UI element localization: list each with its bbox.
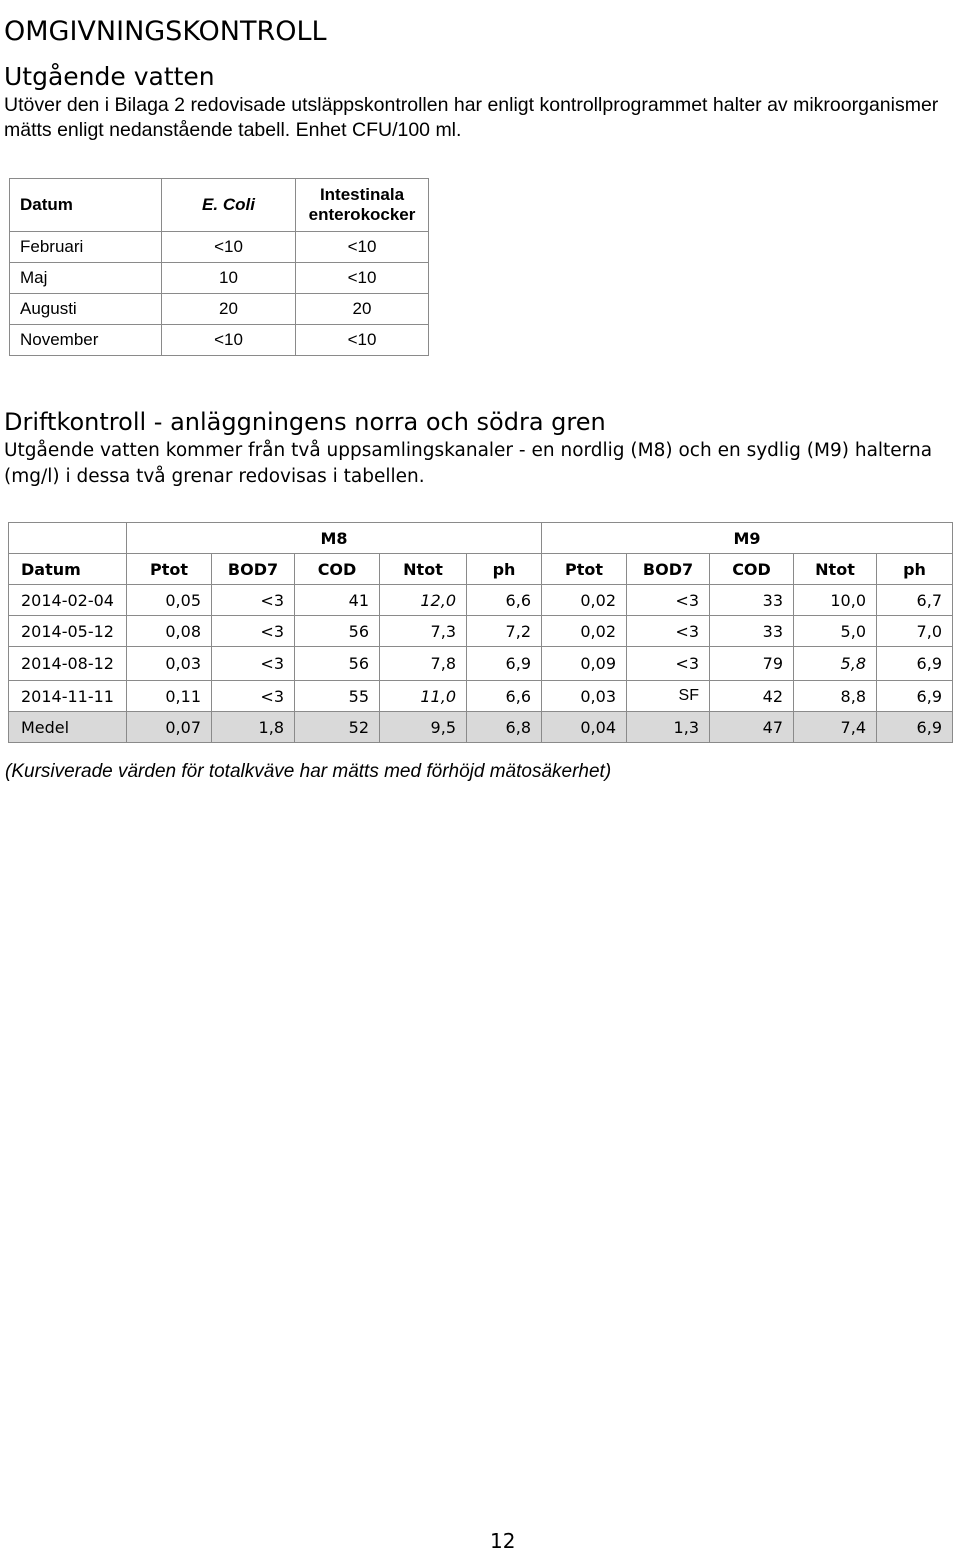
table-cell: 0,02	[542, 585, 627, 616]
table-row	[10, 325, 429, 356]
table-cell: 0,02	[542, 616, 627, 647]
column-header-enterokocker: Intestinala enterokocker	[296, 179, 429, 232]
table-cell: 20	[162, 294, 296, 325]
table-cell: 0,03	[542, 681, 627, 712]
table-cell-date: 2014-05-12	[9, 616, 127, 647]
microorganism-table	[9, 178, 429, 356]
table-cell: <3	[212, 585, 295, 616]
table-cell: Maj	[10, 263, 162, 294]
table-cell: 6,6	[467, 681, 542, 712]
table-cell: 0,07	[127, 712, 212, 743]
table-header-row	[10, 179, 429, 232]
table-cell: 52	[295, 712, 380, 743]
table-cell: 7,4	[794, 712, 877, 743]
column-header-m8-bod7: BOD7	[212, 554, 295, 585]
table-cell-date: 2014-02-04	[9, 585, 127, 616]
column-header-ecoli: E. Coli	[162, 179, 296, 232]
table-cell: <10	[296, 232, 429, 263]
table-row	[9, 585, 953, 616]
column-header-m8-ntot: Ntot	[380, 554, 467, 585]
table-cell-italic: 11,0	[380, 681, 467, 712]
table-cell: <3	[627, 585, 710, 616]
group-header-row	[9, 523, 953, 554]
table-cell: <3	[212, 616, 295, 647]
table-cell: 56	[295, 616, 380, 647]
table-cell: 41	[295, 585, 380, 616]
section-heading-driftkontroll: Driftkontroll - anläggningens norra och södra gren	[4, 408, 606, 436]
table-cell: 10,0	[794, 585, 877, 616]
column-header-m9-bod7: BOD7	[627, 554, 710, 585]
table-row	[9, 681, 953, 712]
table-cell: 6,6	[467, 585, 542, 616]
table-cell: 6,9	[877, 712, 953, 743]
table-cell: 0,04	[542, 712, 627, 743]
table-cell: 56	[295, 647, 380, 681]
table-cell: 0,05	[127, 585, 212, 616]
column-header-m8-cod: COD	[295, 554, 380, 585]
table-cell: <3	[212, 647, 295, 681]
section-heading-utgaende-vatten: Utgående vatten	[4, 62, 215, 91]
table-cell: 79	[710, 647, 794, 681]
table-cell: 1,3	[627, 712, 710, 743]
table-footnote: (Kursiverade värden för totalkväve har mätts med förhöjd mätosäkerhet)	[5, 761, 612, 782]
table-cell: November	[10, 325, 162, 356]
table-cell: Augusti	[10, 294, 162, 325]
table-row-medel	[9, 712, 953, 743]
table-cell: <10	[296, 325, 429, 356]
table-cell: <10	[162, 325, 296, 356]
column-header-m9-ptot: Ptot	[542, 554, 627, 585]
table-cell: 7,8	[380, 647, 467, 681]
column-header-m8-ptot: Ptot	[127, 554, 212, 585]
table-row	[10, 294, 429, 325]
table-cell: 7,2	[467, 616, 542, 647]
table-cell: 5,0	[794, 616, 877, 647]
table-cell: SF	[627, 681, 710, 712]
table-cell-date: 2014-11-11	[9, 681, 127, 712]
table-row	[9, 647, 953, 681]
table-cell: 33	[710, 585, 794, 616]
table-cell: Februari	[10, 232, 162, 263]
table-cell: 20	[296, 294, 429, 325]
page-title: OMGIVNINGSKONTROLL	[4, 16, 327, 48]
driftkontroll-table	[8, 522, 953, 743]
group-header-m9: M9	[542, 523, 953, 554]
table-cell: 33	[710, 616, 794, 647]
column-header-m8-ph: ph	[467, 554, 542, 585]
table-cell: 47	[710, 712, 794, 743]
table-cell: 10	[162, 263, 296, 294]
table-cell: 6,7	[877, 585, 953, 616]
column-header-datum: Datum	[9, 554, 127, 585]
table-cell-italic: 5,8	[794, 647, 877, 681]
table-cell: 0,09	[542, 647, 627, 681]
table-cell: 9,5	[380, 712, 467, 743]
table-cell: 6,8	[467, 712, 542, 743]
table-cell: 0,03	[127, 647, 212, 681]
table-row	[10, 263, 429, 294]
table-cell: 42	[710, 681, 794, 712]
table-cell: 6,9	[467, 647, 542, 681]
table-cell-italic: 12,0	[380, 585, 467, 616]
section-description-text: Utgående vatten kommer från två uppsamlingskanaler - en nordlig (M8) och en sydlig (M9) halterna (mg/l) i dessa två grenar redovisas i tabellen.	[4, 440, 933, 487]
table-cell: <10	[296, 263, 429, 294]
section-intro-text: Utöver den i Bilaga 2 redovisade utsläppskontrollen har enligt kontrollprogrammet halter av mikroorganismer mätts enligt nedanstående tabell. Enhet CFU/100 ml.	[4, 94, 939, 141]
table-cell: 1,8	[212, 712, 295, 743]
column-header-m9-ntot: Ntot	[794, 554, 877, 585]
table-cell: <3	[212, 681, 295, 712]
table-row	[9, 616, 953, 647]
page-number: 12	[490, 1529, 516, 1553]
table-row	[10, 232, 429, 263]
column-header-datum: Datum	[10, 179, 162, 232]
column-header-m9-ph: ph	[877, 554, 953, 585]
table-cell: 6,9	[877, 647, 953, 681]
table-cell: 7,0	[877, 616, 953, 647]
group-header-empty	[9, 523, 127, 554]
table-cell: <3	[627, 616, 710, 647]
table-cell: <10	[162, 232, 296, 263]
column-header-m9-cod: COD	[710, 554, 794, 585]
table-cell-label: Medel	[9, 712, 127, 743]
table-cell: <3	[627, 647, 710, 681]
table-cell-date: 2014-08-12	[9, 647, 127, 681]
table-cell: 55	[295, 681, 380, 712]
table-header-row	[9, 554, 953, 585]
table-cell: 0,08	[127, 616, 212, 647]
table-cell: 7,3	[380, 616, 467, 647]
table-cell: 6,9	[877, 681, 953, 712]
group-header-m8: M8	[127, 523, 542, 554]
table-cell: 0,11	[127, 681, 212, 712]
table-cell: 8,8	[794, 681, 877, 712]
